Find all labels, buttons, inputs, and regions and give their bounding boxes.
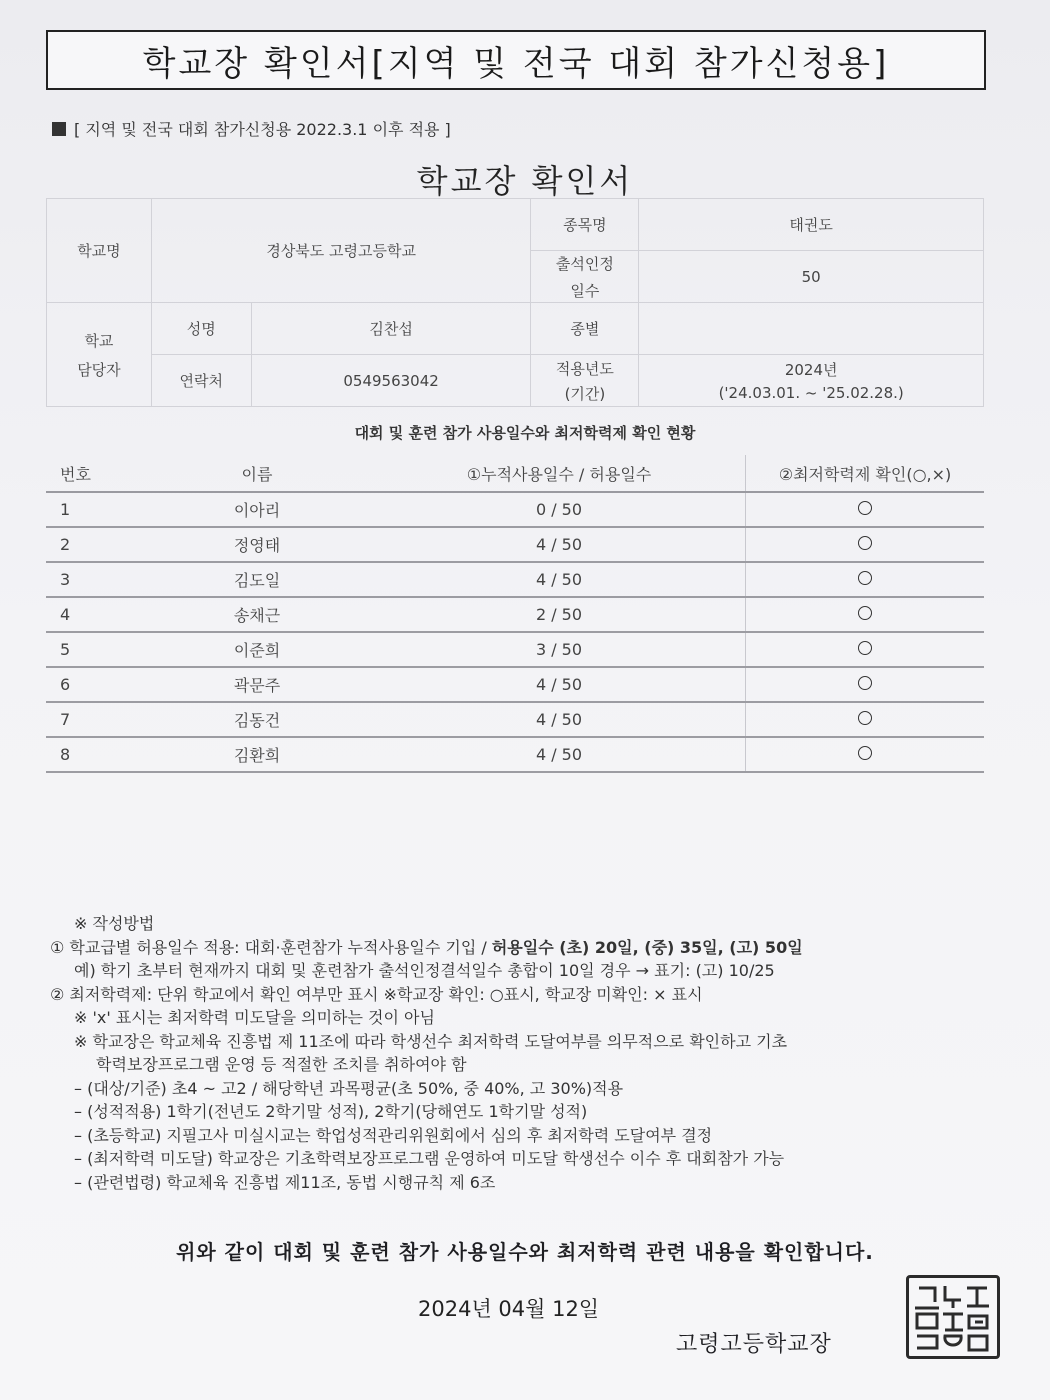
issue-date: 2024년 04월 12일 [418, 1297, 600, 1321]
applicable-year-value-line1: 2024년 [784, 361, 838, 379]
detail-target: – (대상/기준) 초4 ~ 고2 / 해당학년 과목평균(초 50%, 중 40%, 고 30%)적용 [74, 1078, 624, 1098]
confirmed-circle-icon [858, 711, 872, 725]
event-value: 태권도 [639, 199, 984, 251]
row-check [746, 737, 985, 772]
table-row [46, 702, 984, 737]
row-used-days: 0 / 50 [373, 492, 746, 527]
note-1-allowed-days: 허용일수 (초) 20일, (중) 35일, (고) 50일 [491, 937, 803, 957]
school-info-table [46, 198, 984, 407]
detail-below-minimum: – (최저학력 미도달) 학교장은 기초학력보장프로그램 운영하여 미도달 학생선수 이수 후 대회참가 가능 [74, 1149, 785, 1168]
table-row [46, 562, 984, 597]
note-1 [50, 936, 990, 960]
row-used-days: 4 / 50 [373, 737, 746, 772]
row-number: 1 [46, 492, 141, 527]
row-used-days: 4 / 50 [373, 667, 746, 702]
row-name: 이아리 [141, 492, 373, 527]
table-row [46, 527, 984, 562]
confirmed-circle-icon [858, 641, 872, 655]
note-2-remark-b-line1: ※ 학교장은 학교체육 진흥법 제 11조에 따라 학생선수 최저학력 도달여부를 의무적으로 확인하고 기초 [74, 1031, 788, 1051]
applicable-year-value-line2: ('24.03.01. ~ '25.02.28.) [718, 384, 904, 402]
note-2-remark-a: ※ 'x' 표시는 최저학력 미도달을 의미하는 것이 아님 [74, 1008, 435, 1027]
row-check [746, 702, 985, 737]
attendance-days-value: 50 [639, 251, 984, 303]
document-heading: 학교장 확인서 [416, 162, 634, 200]
row-name: 송채근 [141, 597, 373, 632]
note-1-text: ① 학교급별 허용일수 적용: 대회·훈련참가 누적사용일수 기입 / [50, 937, 492, 957]
school-manager-label-line1: 학교 [84, 331, 114, 350]
notes-heading: ※ 작성방법 [74, 914, 155, 933]
row-check [746, 632, 985, 667]
applicable-year-label [531, 355, 639, 407]
confirmed-circle-icon [858, 571, 872, 585]
applicable-year-label-line2: (기간) [564, 384, 606, 403]
note-2-remark-b-line2: 학력보장프로그램 운영 등 적절한 조치를 취하여야 함 [96, 1055, 467, 1074]
row-name: 김환희 [141, 737, 373, 772]
table-row [46, 737, 984, 772]
row-check [746, 492, 985, 527]
header-name: 이름 [141, 455, 373, 492]
detail-grade-application: – (성적적용) 1학기(전년도 2학기말 성적), 2학기(당해연도 1학기말 성적) [74, 1102, 588, 1121]
row-number: 4 [46, 597, 141, 632]
row-number: 6 [46, 667, 141, 702]
row-name: 곽문주 [141, 667, 373, 702]
table-row [46, 667, 984, 702]
school-seal-stamp [906, 1275, 1000, 1359]
applicability-note [52, 117, 451, 140]
header-number: 번호 [46, 455, 141, 492]
category-value [639, 303, 984, 355]
confirmed-circle-icon [858, 676, 872, 690]
confirmed-circle-icon [858, 536, 872, 550]
table-row [46, 597, 984, 632]
row-used-days: 3 / 50 [373, 632, 746, 667]
header-used-days: ①누적사용일수 / 허용일수 [373, 455, 746, 492]
note-2: ② 최저학력제: 단위 학교에서 확인 여부만 표시 ※학교장 확인: ○표시, 학교장 미확인: × 표시 [50, 984, 703, 1004]
school-manager-label [47, 303, 152, 407]
header-min-academic-check: ②최저학력제 확인(○,×) [746, 455, 985, 492]
category-label: 종별 [531, 303, 639, 355]
row-number: 2 [46, 527, 141, 562]
manager-name-label: 성명 [151, 303, 251, 355]
table-row [46, 492, 984, 527]
row-used-days: 4 / 50 [373, 562, 746, 597]
principal-signature: 고령고등학교장 [676, 1332, 832, 1357]
bullet-square-icon [52, 122, 66, 136]
school-name-label: 학교명 [47, 199, 152, 303]
table-row [46, 632, 984, 667]
contact-value: 0549563042 [251, 355, 531, 407]
row-number: 7 [46, 702, 141, 737]
confirmed-circle-icon [858, 501, 872, 515]
row-check [746, 667, 985, 702]
attendance-days-label-line2: 일수 [570, 281, 600, 300]
detail-elementary: – (초등학교) 지필고사 미실시교는 학업성적관리위원회에서 심의 후 최저학력 도달여부 결정 [74, 1125, 713, 1145]
detail-related-law: – (관련법령) 학교체육 진흥법 제11조, 동법 시행규칙 제 6조 [74, 1172, 496, 1192]
row-number: 8 [46, 737, 141, 772]
event-label: 종목명 [531, 199, 639, 251]
seal-glyphs-icon [909, 1278, 997, 1356]
confirmed-circle-icon [858, 606, 872, 620]
row-used-days: 4 / 50 [373, 702, 746, 737]
row-check [746, 527, 985, 562]
row-used-days: 4 / 50 [373, 527, 746, 562]
row-check [746, 597, 985, 632]
applicable-year-label-line1: 적용년도 [555, 359, 614, 378]
row-name: 이준희 [141, 632, 373, 667]
row-check [746, 562, 985, 597]
applicability-text: [ 지역 및 전국 대회 참가신청용 2022.3.1 이후 적용 ] [74, 120, 451, 139]
row-used-days: 2 / 50 [373, 597, 746, 632]
roster-header-row [46, 455, 984, 492]
attendance-days-label [531, 251, 639, 303]
school-name-value: 경상북도 고령고등학교 [151, 199, 531, 303]
confirmed-circle-icon [858, 746, 872, 760]
document-title-box: 학교장 확인서[지역 및 전국 대회 참가신청용] [46, 30, 986, 90]
attendance-days-label-line1: 출석인정 [555, 254, 614, 273]
row-name: 김동건 [141, 702, 373, 737]
school-manager-label-line2: 담당자 [77, 360, 121, 379]
row-number: 3 [46, 562, 141, 597]
row-name: 정영태 [141, 527, 373, 562]
roster-section-title: 대회 및 훈련 참가 사용일수와 최저학력제 확인 현황 [354, 424, 696, 442]
manager-name-value: 김찬섭 [251, 303, 531, 355]
athlete-roster-table [46, 455, 984, 773]
note-1-example: 예) 학기 초부터 현재까지 대회 및 훈련참가 출석인정결석일수 총합이 10일 경우 → 표기: (고) 10/25 [74, 961, 775, 980]
row-name: 김도일 [141, 562, 373, 597]
contact-label: 연락처 [151, 355, 251, 407]
confirmation-statement: 위와 같이 대회 및 훈련 참가 사용일수와 최저학력 관련 내용을 확인합니다. [176, 1240, 874, 1264]
row-number: 5 [46, 632, 141, 667]
writing-instructions [50, 912, 990, 1194]
applicable-year-value [639, 355, 984, 407]
